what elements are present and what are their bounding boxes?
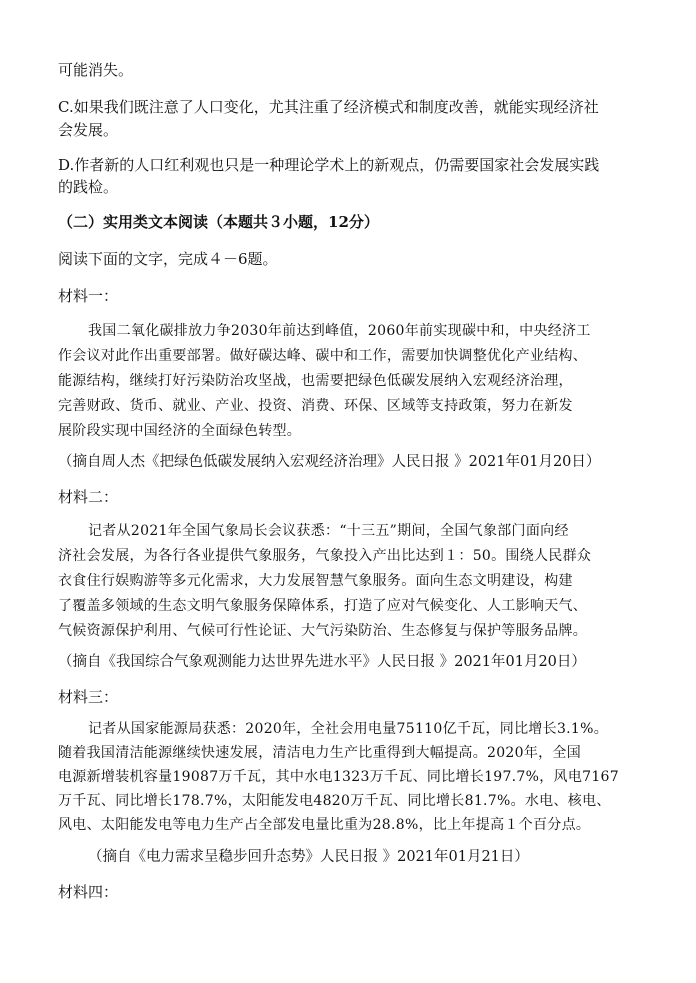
- material-three-text: 万千瓦、同比增长178.7%，太阳能发电4820万千瓦、同比增长81.7%。水电、核电、: [58, 793, 611, 809]
- material-three-label: 材料三：: [58, 688, 119, 706]
- material-three-text: 记者从国家能源局获悉：2020年，全社会用电量75110亿千瓦，同比增长3.1%。: [88, 721, 609, 737]
- material-one-text: 作会议对此作出重要部署。做好碳达峰、碳中和工作，需要加快调整优化产业结构、: [58, 348, 588, 364]
- option-c-line-1: C.如果我们既注意了人口变化，尤其注重了经济模式和制度改善，就能实现经济社: [58, 98, 599, 116]
- material-two-text: 记者从2021年全国气象局长会议获悉：“十三五”期间，全国气象部门面向经: [88, 523, 569, 539]
- material-one-citation: （摘自周人杰《把绿色低碳发展纳入宏观经济治理》人民日报 》2021年01月20日）: [58, 454, 601, 470]
- material-two-citation: （摘自《我国综合气象观测能力达世界先进水平》人民日报 》2021年01月20日）: [58, 654, 586, 670]
- material-three-text: 电源新增装机容量19087万千瓦，其中水电1323万千瓦、同比增长197.7%，风电7167: [58, 769, 619, 785]
- material-two-text: 了覆盖多领域的生态文明气象服务保障体系，打造了应对气候变化、人工影响天气、: [58, 598, 588, 614]
- instruction-line: 阅读下面的文字，完成４－6题。: [58, 250, 278, 268]
- material-two-text: 气候资源保护利用、气候可行性论证、大气污染防治、生态修复与保护等服务品牌。: [58, 623, 588, 639]
- option-c-line-2: 会发展。: [58, 121, 119, 139]
- material-two-label: 材料二：: [58, 488, 119, 506]
- material-one-text: 我国二氧化碳排放力争2030年前达到峰值，2060年前实现碳中和，中央经济工: [88, 323, 591, 339]
- material-one-text: 展阶段实现中国经济的全面绿色转型。: [58, 423, 302, 439]
- material-two-text: 济社会发展，为各行各业提供气象服务，气象投入产出比达到１：50。围绕人民群众: [58, 548, 592, 564]
- material-one-label: 材料一：: [58, 287, 119, 305]
- material-one-text: 完善财政、货币、就业、产业、投资、消费、环保、区域等支持政策，努力在新发: [58, 398, 573, 414]
- text-line: 可能消失。: [58, 61, 134, 79]
- material-three-citation: （摘自《电力需求呈稳步回升态势》人民日报 》2021年01月21日）: [88, 849, 529, 865]
- material-one-text: 能源结构，继续打好污染防治攻坚战，也需要把绿色低碳发展纳入宏观经济治理，: [58, 373, 573, 389]
- option-d-line-1: D.作者新的人口红利观也只是一种理论学术上的新观点，仍需要国家社会发展实践: [58, 156, 600, 174]
- material-three-text: 随着我国清洁能源继续快速发展，清洁电力生产比重得到大幅提高。2020年，全国: [58, 745, 582, 761]
- material-three-text: 风电、太阳能发电等电力生产占全部发电量比重为28.8%，比上年提高１个百分点。: [58, 817, 591, 833]
- option-d-line-2: 的践检。: [58, 178, 119, 196]
- material-two-text: 衣食住行娱购游等多元化需求，大力发展智慧气象服务。面向生态文明建设，构建: [58, 573, 573, 589]
- material-four-label: 材料四：: [58, 883, 119, 901]
- section-heading: （二）实用类文本阅读（本题共３小题，12分）: [58, 213, 379, 231]
